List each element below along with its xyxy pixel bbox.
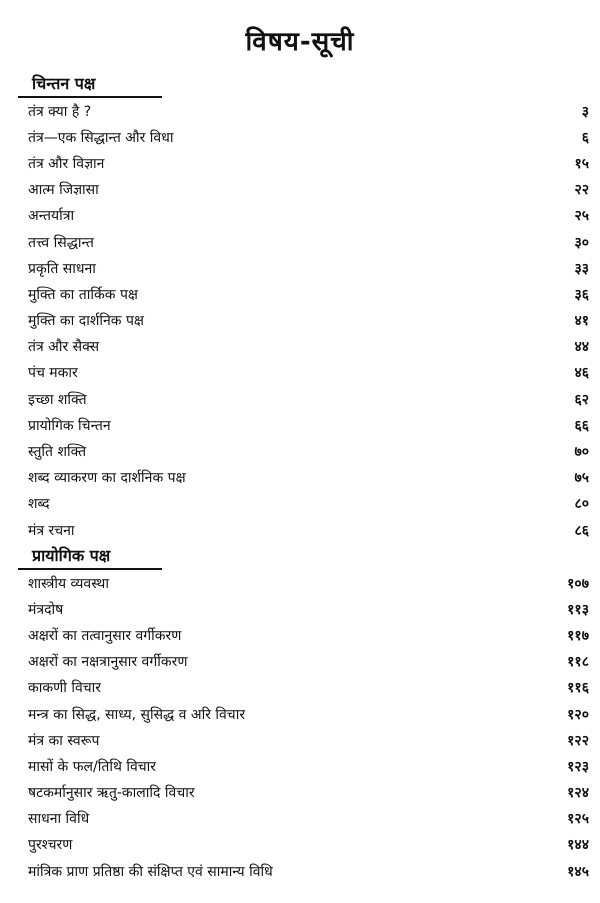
entry-page-number: ११३ xyxy=(567,601,589,618)
toc-entry xyxy=(18,229,593,255)
entry-page-number: ११८ xyxy=(567,654,589,671)
page-title: विषय-सूची xyxy=(245,27,355,57)
entry-page-number: ७० xyxy=(574,444,589,461)
entry-title: मासों के फल/तिथि विचार xyxy=(28,758,157,775)
entry-page-number: ४६ xyxy=(574,365,589,382)
toc-list xyxy=(18,570,593,884)
toc-entry xyxy=(18,517,593,543)
toc-entry xyxy=(18,675,593,701)
entry-title: इच्छा शक्ति xyxy=(28,391,87,408)
entry-title: मांत्रिक प्राण प्रतिष्ठा की संक्षिप्त एवं सामान्य विधि xyxy=(28,863,273,880)
entry-title: तंत्र और विज्ञान xyxy=(28,155,105,172)
entry-page-number: ६२ xyxy=(574,391,589,408)
entry-title: मुक्ति का दार्शनिक पक्ष xyxy=(28,313,144,330)
entry-title: प्रकृति साधना xyxy=(28,260,96,277)
entry-page-number: ३० xyxy=(574,234,589,251)
entry-title: मुक्ति का तार्किक पक्ष xyxy=(28,286,138,303)
entry-page-number: १२३ xyxy=(567,758,589,775)
entry-page-number: ११६ xyxy=(567,680,589,697)
section-prayogik xyxy=(18,544,593,884)
toc-entry xyxy=(18,570,593,596)
entry-page-number: २२ xyxy=(574,182,589,199)
entry-title: तंत्र क्या है ? xyxy=(28,103,92,120)
entry-page-number: १५ xyxy=(574,155,589,172)
entry-title: काकणी विचार xyxy=(28,680,101,697)
entry-page-number: ३६ xyxy=(574,286,589,303)
entry-page-number: १२५ xyxy=(567,811,589,828)
entry-title: मन्त्र का सिद्ध, साध्य, सुसिद्ध व अरि विचार xyxy=(28,706,246,723)
entry-title: मंत्र का स्वरूप xyxy=(28,732,100,749)
entry-page-number: ३ xyxy=(581,103,589,120)
entry-page-number: २५ xyxy=(574,208,589,225)
toc-list xyxy=(18,98,593,543)
entry-page-number: ४१ xyxy=(574,313,589,330)
toc-entry xyxy=(18,491,593,517)
toc-entry xyxy=(18,412,593,438)
toc-entry xyxy=(18,150,593,176)
entry-title: अक्षरों का तत्वानुसार वर्गीकरण xyxy=(28,627,182,644)
toc-entry xyxy=(18,727,593,753)
entry-title: साधना विधि xyxy=(28,811,90,828)
entry-title: शास्त्रीय व्यवस्था xyxy=(28,575,109,592)
entry-page-number: १२२ xyxy=(567,732,589,749)
section-heading: प्रायोगिक पक्ष xyxy=(18,544,162,570)
entry-page-number: ८६ xyxy=(574,522,589,539)
entry-title: तत्त्व सिद्धान्त xyxy=(28,234,94,251)
toc-entry xyxy=(18,465,593,491)
entry-page-number: १०७ xyxy=(567,575,589,592)
toc-entry xyxy=(18,98,593,124)
toc-entry xyxy=(18,753,593,779)
entry-title: प्रायोगिक चिन्तन xyxy=(28,417,111,434)
toc-entry xyxy=(18,832,593,858)
toc-entry xyxy=(18,177,593,203)
toc-entry xyxy=(18,780,593,806)
toc-entry xyxy=(18,386,593,412)
entry-title: मंत्र रचना xyxy=(28,522,75,539)
entry-title: पंच मकार xyxy=(28,365,78,382)
entry-title: षटकर्मानुसार ऋतु-कालादि विचार xyxy=(28,785,195,802)
entry-title: शब्द व्याकरण का दार्शनिक पक्ष xyxy=(28,470,186,487)
entry-page-number: १४४ xyxy=(567,837,589,854)
entry-page-number: १२४ xyxy=(567,785,589,802)
entry-title: तंत्र और सैक्स xyxy=(28,339,100,356)
toc-entry xyxy=(18,203,593,229)
entry-page-number: ८० xyxy=(574,496,589,513)
toc-entry xyxy=(18,124,593,150)
entry-title: स्तुति शक्ति xyxy=(28,444,87,461)
toc-entry xyxy=(18,622,593,648)
entry-title: पुरश्चरण xyxy=(28,837,73,854)
toc-entry xyxy=(18,360,593,386)
entry-title: तंत्र—एक सिद्धान्त और विधा xyxy=(28,129,174,146)
toc-entry xyxy=(18,308,593,334)
entry-page-number: ११७ xyxy=(567,627,589,644)
toc-entry xyxy=(18,255,593,281)
toc-entry xyxy=(18,649,593,675)
toc-entry xyxy=(18,438,593,464)
entry-title: मंत्रदोष xyxy=(28,601,64,618)
entry-title: अन्तर्यात्रा xyxy=(28,208,75,225)
entry-title: शब्द xyxy=(28,496,50,513)
entry-title: अक्षरों का नक्षत्रानुसार वर्गीकरण xyxy=(28,654,188,671)
toc-entry xyxy=(18,281,593,307)
toc-entry xyxy=(18,596,593,622)
entry-page-number: ६६ xyxy=(574,417,589,434)
toc-entry xyxy=(18,701,593,727)
toc-entry xyxy=(18,858,593,884)
section-chintan xyxy=(18,72,593,543)
entry-page-number: ७५ xyxy=(574,470,589,487)
section-heading: चिन्तन पक्ष xyxy=(18,72,162,98)
toc-entry xyxy=(18,334,593,360)
entry-page-number: ४४ xyxy=(574,339,589,356)
entry-page-number: १४५ xyxy=(567,863,589,880)
entry-title: आत्म जिज्ञासा xyxy=(28,182,99,199)
entry-page-number: १२० xyxy=(567,706,589,723)
entry-page-number: ३३ xyxy=(574,260,589,277)
toc-entry xyxy=(18,806,593,832)
entry-page-number: ६ xyxy=(581,129,589,146)
